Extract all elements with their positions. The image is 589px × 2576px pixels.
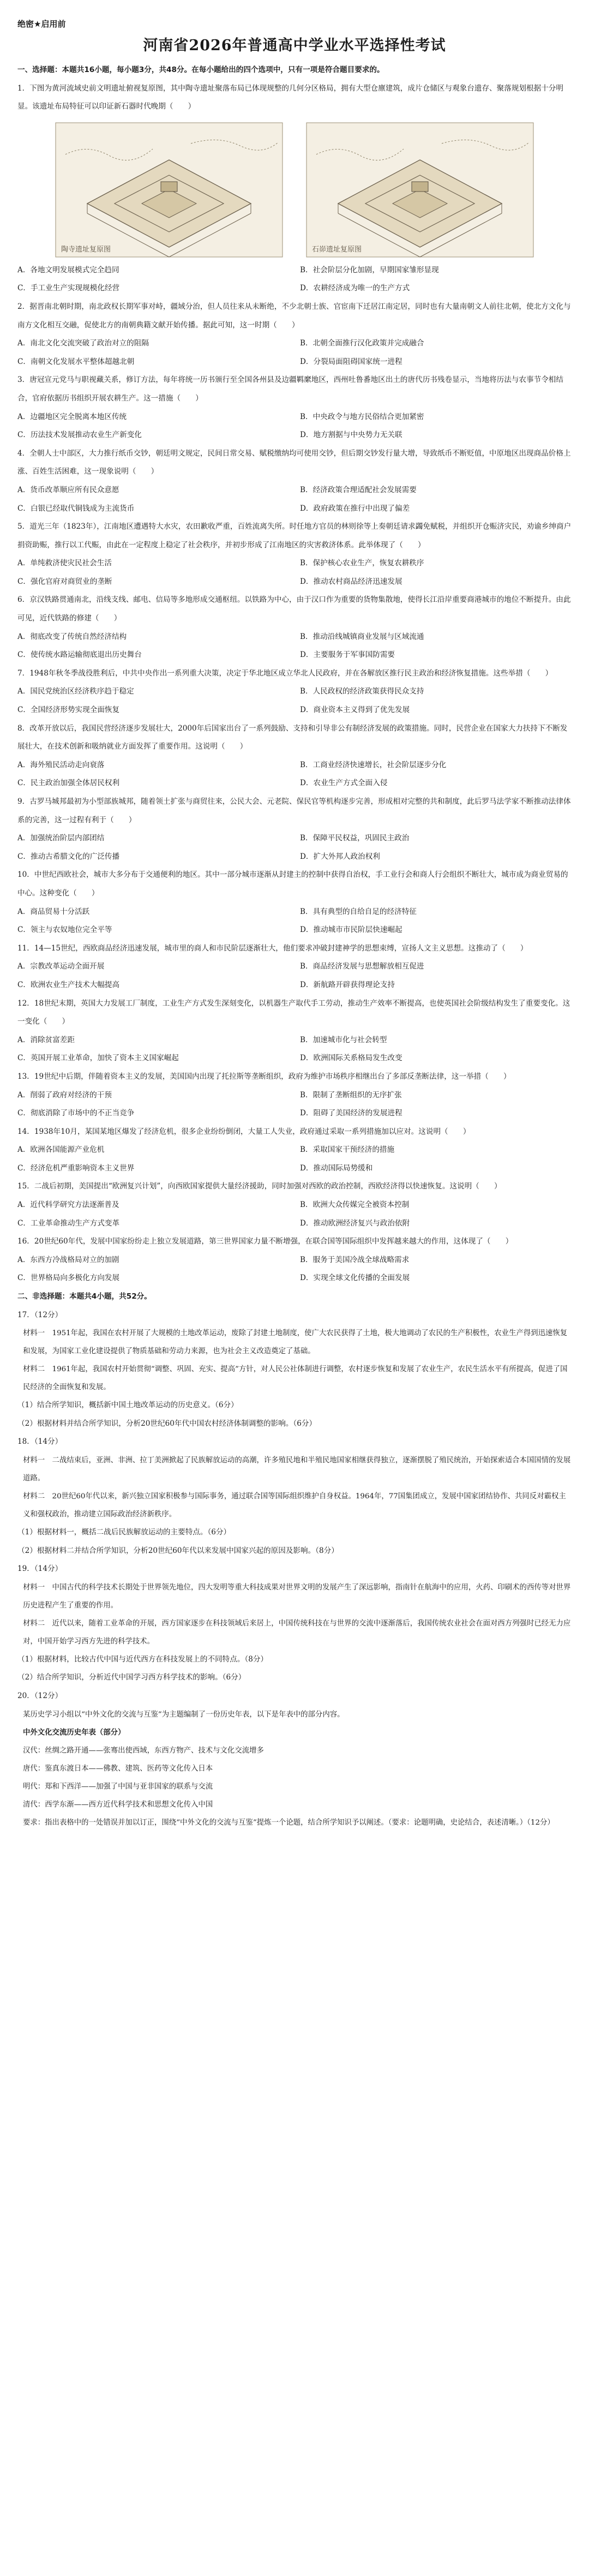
- question-stem: 1．下图为黄河流域史前文明遗址俯视复原图，其中陶寺遗址聚落布局已体现规整的几何分区格局，拥有大型仓廪建筑，成片仓储区与观象台遗存、聚落规划根据十分明显。该遗址布局特征可以印证新石器时代晚期（ ）: [17, 83, 563, 111]
- q19-subq1: （1）根据材料，比较古代中国与近代西方在科技发展上的不同特点。（8分）: [17, 1654, 268, 1664]
- answer-option-a[interactable]: A．单纯救济使灾民社会生活: [17, 559, 112, 568]
- question-10: [17, 866, 572, 939]
- answer-option-d[interactable]: D．推动欧洲经济复兴与政治依附: [300, 1218, 410, 1228]
- question-stem: 10．中世纪西欧社会，城市大多分布于交通便利的地区。其中一部分城市逐渐从封建主的控制中获得自治权，手工业行会和商人行会组织不断壮大，城市成为商业贸易的中心。这种变化（ ）: [17, 870, 568, 898]
- section2-heading: 二、非选择题：本题共4小题，共52分。: [17, 1292, 152, 1301]
- question-4: [17, 445, 572, 518]
- q17-material2: 材料二 1961年起，我国农村开始贯彻“调整、巩固、充实、提高”方针，对人民公社体制进行调整，农村逐步恢复和发展了农业生产，农民生活水平有所提高，促进了国民经济的全面恢复和发展。: [23, 1365, 568, 1392]
- answer-option-b[interactable]: B．保护核心农业生产，恢复农耕秩序: [300, 559, 424, 568]
- question-stem: 6．京汉铁路贯通南北，沿线支线、邮电、信局等多地形成交通枢纽。以铁路为中心，由于汉口作为重要的货物集散地，使得长江沿岸重要商港城市的地位不断提升。由此可见，近代铁路的修建（ ）: [17, 595, 571, 623]
- q20-number: 20．（12分）: [17, 1691, 63, 1700]
- confidential-mark: 绝密★启用前: [17, 19, 66, 29]
- answer-option-a[interactable]: A．国民党统治区经济秩序趋于稳定: [17, 687, 134, 696]
- question-2: [17, 298, 572, 371]
- q18-material2: 材料二 20世纪60年代以来，新兴独立国家积极参与国际事务，通过联合国等国际组织维护自身权益。1964年，77国集团成立，发展中国家团结协作、共同反对霸权主义和强权政治，推动建立国际政治经济新秩序。: [23, 1492, 566, 1519]
- answer-options: [17, 481, 572, 518]
- answer-option-a[interactable]: A．货币改革顺应所有民众意愿: [17, 485, 119, 494]
- answer-option-a[interactable]: A．南北文化交流突破了政治对立的阻隔: [17, 339, 149, 348]
- question-stem: 11．14—15世纪，西欧商品经济迅速发展，城市里的商人和市民阶层逐渐壮大，他们要求冲破封建神学的思想束缚，宣扬人文主义思想。这推动了（ ）: [17, 943, 528, 953]
- answer-option-b[interactable]: B．推动沿线城镇商业发展与区域流通: [300, 632, 424, 641]
- answer-option-b[interactable]: B．商品经济发展与思想解放相互促进: [300, 962, 424, 971]
- q19-number: 19．（14分）: [17, 1564, 63, 1574]
- answer-option-d[interactable]: D．分裂局面阻碍国家统一进程: [300, 357, 402, 366]
- q20-item-1: 汉代：丝绸之路开通——张骞出使西域，东西方物产、技术与文化交流增多: [23, 1746, 264, 1755]
- answer-options: [17, 1251, 572, 1288]
- answer-options: [17, 958, 572, 994]
- answer-option-a[interactable]: A．欧洲各国能源产业危机: [17, 1145, 105, 1155]
- answer-option-d[interactable]: D．推动城市市民阶层快速崛起: [300, 925, 402, 935]
- question-stem: 7．1948年秋冬季战役胜利后，中共中央作出一系列重大决策，决定于华北地区成立华北人民政府，并在各解放区推行民主政治和经济恢复措施。这些举措（ ）: [17, 668, 553, 678]
- answer-option-b[interactable]: B．中央政令与地方民俗结合更加紧密: [300, 412, 424, 421]
- answer-options: [17, 1086, 572, 1123]
- question-13: [17, 1068, 572, 1123]
- answer-option-b[interactable]: B．限制了垄断组织的无序扩张: [300, 1090, 402, 1099]
- figure-caption: 石峁遗址复原图: [312, 245, 362, 254]
- q18-subq2: （2）根据材料二并结合所学知识，分析20世纪60年代以来发展中国家兴起的原因及影响。（8分）: [17, 1546, 339, 1555]
- answer-option-d[interactable]: D．新航路开辟获得理论支持: [300, 980, 395, 989]
- answer-option-a[interactable]: A．加强统治阶层内部团结: [17, 834, 105, 843]
- answer-option-c[interactable]: C．世界格局向多极化方向发展: [17, 1274, 120, 1283]
- answer-options: [17, 1141, 572, 1178]
- q20-item-4: 清代：西学东渐——西方近代科学技术和思想文化传入中国: [23, 1800, 213, 1809]
- answer-option-b[interactable]: B．欧洲大众传媒完全被资本控制: [300, 1200, 410, 1210]
- question-stem: 16．20世纪60年代，发展中国家纷纷走上独立发展道路，第三世界国家力量不断增强，在联合国等国际组织中发挥越来越大的作用，这体现了（ ）: [17, 1237, 513, 1246]
- answer-option-c[interactable]: C．领主与农奴地位完全平等: [17, 925, 112, 935]
- answer-option-a[interactable]: A．边疆地区完全脱离本地区传统: [17, 412, 127, 421]
- answer-options: [17, 261, 572, 298]
- question-stem: 9．古罗马城邦最初为小型部族城邦，随着领土扩张与商贸往来，公民大会、元老院、保民官等机构逐步完善，形成相对完整的共和制度，此后罗马法学家不断推动法律体系的完善，这一过程有利于（ ）: [17, 797, 571, 824]
- answer-option-c[interactable]: C．全国经济形势实现全面恢复: [17, 706, 120, 715]
- answer-option-c[interactable]: C．强化官府对商贸业的垄断: [17, 577, 112, 586]
- answer-options: [17, 683, 572, 719]
- q20-list-title: 中外文化交流历史年表（部分）: [23, 1728, 125, 1737]
- answer-options: [17, 628, 572, 665]
- answer-option-a[interactable]: A．商品贸易十分活跃: [17, 907, 90, 916]
- answer-option-d[interactable]: D．政府政策在推行中出现了偏差: [300, 504, 410, 513]
- q20-task: 要求：指出表格中的一处错误并加以订正，围绕“中外文化的交流与互鉴”提炼一个论题，结合所学知识予以阐述。（要求：论题明确，史论结合，表述清晰。）（12分）: [23, 1818, 555, 1827]
- q20-intro: 某历史学习小组以“中外文化的交流与互鉴”为主题编制了一份历史年表，以下是年表中的部分内容。: [23, 1710, 345, 1719]
- answer-option-c[interactable]: C．工业革命推动生产方式变革: [17, 1218, 120, 1228]
- question-stem: 3．唐冠宣元党马与职视藏关系，修订方法，每年将统一历书颁行至全国各州县及边疆羁縻地区，西州吐鲁番地区出土的唐代历书残卷显示，当地将历法与农事节令相结合，官府依据历书组织开展农耕生产。这一措施（ ）: [17, 375, 563, 403]
- answer-options: [17, 1196, 572, 1233]
- question-19: [17, 1560, 572, 1687]
- question-stem: 12．18世纪末期，英国大力发展工厂制度，工业生产方式发生深刻变化，以机器生产取代手工劳动，推动生产效率不断提高，也使英国社会阶级结构发生了重要变化。这一变化（ ）: [17, 999, 570, 1026]
- question-stem: 4．全朝人士中部区，大力推行纸币交钞，朝廷明文规定，民间日常交易、赋税缴纳均可使用交钞，但后期交钞发行量大增，导致纸币不断贬值，中原地区出现商品价格上涨、百姓生活困难，这一现象说明（ ）: [17, 449, 571, 476]
- figure-caption: 陶寺遗址复原图: [61, 245, 111, 254]
- q19-material1: 材料一 中国古代的科学技术长期处于世界领先地位，四大发明等重大科技成果对世界文明的发展产生了深远影响，指南针在航海中的应用，火药、印刷术的西传等对世界历史进程产生了重要的作用。: [23, 1583, 571, 1610]
- answer-option-d[interactable]: D．主要服务于军事国防需要: [300, 650, 395, 660]
- answer-options: [17, 829, 572, 866]
- answer-options: [17, 554, 572, 591]
- answer-option-b[interactable]: B．具有典型的自给自足的经济特征: [300, 907, 417, 916]
- answer-option-b[interactable]: B．工商业经济快速增长，社会阶层逐步分化: [300, 760, 447, 769]
- answer-option-a[interactable]: A．彻底改变了传统自然经济结构: [17, 632, 127, 641]
- question-17: [17, 1306, 572, 1433]
- answer-options: [17, 1031, 572, 1068]
- question-3: [17, 371, 572, 444]
- answer-option-a[interactable]: A．消除贫富差距: [17, 1035, 75, 1044]
- answer-option-d[interactable]: D．推动国际局势缓和: [300, 1163, 373, 1173]
- answer-option-d[interactable]: D．地方割据与中央势力无关联: [300, 431, 402, 440]
- question-1: [17, 80, 572, 298]
- answer-option-c[interactable]: C．手工业生产实现规模化经营: [17, 284, 120, 293]
- q17-material1: 材料一 1951年起，我国在农村开展了大规模的土地改革运动，废除了封建土地制度，使广大农民获得了土地，极大地调动了农民的生产积极性，农业生产得到迅速恢复和发展，为国家工业化建设提供了物质基础和劳动力来源，也为社会主义改造奠定了基础。: [23, 1329, 568, 1356]
- question-7: [17, 665, 572, 720]
- q17-subq1: （1）结合所学知识，概括新中国土地改革运动的历史意义。（6分）: [17, 1401, 238, 1410]
- q18-subq1: （1）根据材料一，概括二战后民族解放运动的主要特点。（6分）: [17, 1528, 231, 1537]
- answer-option-a[interactable]: A．削弱了政府对经济的干预: [17, 1090, 112, 1099]
- archaeological-site-drawing: [305, 122, 534, 258]
- question-5: [17, 518, 572, 591]
- q17-number: 17．（12分）: [17, 1310, 63, 1319]
- question-15: [17, 1178, 572, 1233]
- q20-item-2: 唐代：鉴真东渡日本——佛教、建筑、医药等文化传入日本: [23, 1764, 213, 1773]
- answer-option-c[interactable]: C．推动古希腊文化的广泛传播: [17, 852, 120, 861]
- q18-material1: 材料一 二战结束后，亚洲、非洲、拉丁美洲掀起了民族解放运动的高潮，许多殖民地和半殖民地国家相继获得独立，逐渐摆脱了殖民统治，开始探索适合本国国情的发展道路。: [23, 1456, 571, 1483]
- section1-heading: 一、选择题：本题共16小题，每小题3分，共48分。在每小题给出的四个选项中，只有一项是符合题目要求的。: [17, 65, 384, 74]
- answer-option-d[interactable]: D．农业生产方式全面入侵: [300, 779, 388, 788]
- answer-option-b[interactable]: B．经济政策合理适配社会发展需要: [300, 485, 417, 494]
- question-stem: 13．19世纪中后期，伴随着资本主义的发展，美国国内出现了托拉斯等垄断组织，政府为维护市场秩序相继出台了多部反垄断法律，这一举措（ ）: [17, 1072, 511, 1081]
- answer-option-a[interactable]: A．近代科学研究方法逐渐普及: [17, 1200, 119, 1210]
- q17-subq2: （2）根据材料并结合所学知识，分析20世纪60年代中国农村经济体制调整的影响。（6分）: [17, 1419, 317, 1428]
- question-6: [17, 591, 572, 664]
- answer-option-c[interactable]: C．白银已经取代铜钱成为主流货币: [17, 504, 135, 513]
- answer-option-a[interactable]: A．海外殖民活动走向衰落: [17, 760, 105, 769]
- exam-title: 河南省2026年普通高中学业水平选择性考试: [143, 37, 446, 54]
- archaeological-site-drawing: [55, 122, 284, 258]
- answer-option-c[interactable]: C．经济危机严重影响资本主义世界: [17, 1163, 135, 1173]
- answer-option-b[interactable]: B．北朝全面推行汉化政策并完成融合: [300, 339, 424, 348]
- question-20: [17, 1687, 572, 1832]
- question-18: [17, 1433, 572, 1560]
- answer-option-b[interactable]: B．保障平民权益，巩固民主政治: [300, 834, 410, 843]
- question-stem: 15．二战后初期，美国提出“欧洲复兴计划”，向西欧国家提供大量经济援助，同时加强对西欧的政治控制，西欧经济得以快速恢复。这说明（ ）: [17, 1182, 502, 1191]
- site-illustrations: [17, 116, 572, 261]
- question-stem: 8．改革开放以后，我国民营经济逐步发展壮大，2000年后国家出台了一系列鼓励、支持和引导非公有制经济发展的政策措施。同时，民营企业在国家大力扶持下不断发展壮大，在技术创新和吸纳就业方面发挥了重要作用。这说明（ ）: [17, 724, 568, 751]
- answer-option-d[interactable]: D．阻碍了美国经济的发展进程: [300, 1109, 402, 1118]
- question-12: [17, 995, 572, 1068]
- answer-options: [17, 408, 572, 445]
- q20-item-3: 明代：郑和下西洋——加强了中国与亚非国家的联系与交流: [23, 1782, 213, 1791]
- answer-option-b[interactable]: B．加速城市化与社会转型: [300, 1035, 387, 1044]
- question-11: [17, 940, 572, 995]
- q18-number: 18．（14分）: [17, 1437, 63, 1447]
- q19-material2: 材料二 近代以来，随着工业革命的开展，西方国家逐步在科技领域后来居上，中国传统科技在与世界的交流中逐渐落后，我国传统农业社会在面对西方列强时已经无力应对，中国开始学习西方先进的科学技术。: [23, 1619, 571, 1646]
- answer-option-b[interactable]: B．服务于美国冷战全球战略需求: [300, 1255, 410, 1264]
- answer-option-c[interactable]: C．使传统水路运输彻底退出历史舞台: [17, 650, 142, 660]
- question-stem: 14．1938年10月，某国某地区爆发了经济危机，很多企业纷纷倒闭，大量工人失业，政府通过采取一系列措施加以应对。这说明（ ）: [17, 1127, 471, 1136]
- answer-option-c[interactable]: C．民主政治加强全体居民权利: [17, 779, 120, 788]
- answer-options: [17, 903, 572, 940]
- answer-option-d[interactable]: D．农耕经济成为唯一的生产方式: [300, 284, 410, 293]
- answer-option-d[interactable]: D．商业资本主义得到了优先发展: [300, 706, 410, 715]
- answer-options: [17, 756, 572, 793]
- answer-option-d[interactable]: D．欧洲国际关系格局发生改变: [300, 1054, 402, 1063]
- answer-option-a[interactable]: A．宗教改革运动全面开展: [17, 962, 105, 971]
- answer-option-c[interactable]: C．欧洲农业生产技术大幅提高: [17, 980, 120, 989]
- question-16: [17, 1233, 572, 1288]
- answer-option-c[interactable]: C．南朝文化发展水平整体超越北朝: [17, 357, 135, 366]
- answer-option-d[interactable]: D．实现全球文化传播的全面发展: [300, 1274, 410, 1283]
- question-14: [17, 1123, 572, 1178]
- answer-option-b[interactable]: B．人民政权的经济政策获得民众支持: [300, 687, 424, 696]
- exam-header: [17, 15, 572, 59]
- answer-option-c[interactable]: C．彻底消除了市场中的不正当竞争: [17, 1109, 135, 1118]
- questions-list: [17, 80, 572, 1288]
- answer-options: [17, 334, 572, 371]
- question-8: [17, 720, 572, 793]
- q19-subq2: （2）结合所学知识，分析近代中国学习西方科学技术的影响。（6分）: [17, 1673, 246, 1682]
- answer-option-c[interactable]: C．英国开展工业革命，加快了资本主义国家崛起: [17, 1054, 179, 1063]
- answer-option-b[interactable]: B．采取国家干预经济的措施: [300, 1145, 395, 1155]
- question-stem: 5．道光三年（1823年），江南地区遭遇特大水灾，农田歉收严重，百姓流离失所。时任地方官员的林则徐等上奏朝廷请求蠲免赋税，并组织开仓赈济灾民，劝谕乡绅商户捐资助赈，推行以工代赈，由此在一定程度上稳定了社会秩序，并初步形成了江南地区的灾害救济体系。此举体现了（ ）: [17, 522, 572, 549]
- answer-option-c[interactable]: C．历法技术发展推动农业生产新变化: [17, 431, 142, 440]
- question-stem: 2．据晋南北朝时期，南北政权长期军事对峙，疆域分治，但人员往来从未断绝，不少北朝士族、官宦南下迁居江南定居，同时也有大量南朝文人前往北朝，使北方文化与南方文化相互交融，促使北方的南朝典籍文献开始传播。据此可知，这一时期（ ）: [17, 302, 571, 330]
- answer-option-a[interactable]: A．东西方冷战格局对立的加剧: [17, 1255, 119, 1264]
- answer-option-a[interactable]: A．各地文明发展模式完全趋同: [17, 265, 119, 274]
- answer-option-d[interactable]: D．推动农村商品经济迅速发展: [300, 577, 402, 586]
- question-9: [17, 793, 572, 866]
- answer-option-d[interactable]: D．扩大外邦人政治权利: [300, 852, 380, 861]
- answer-option-b[interactable]: B．社会阶层分化加剧，早期国家雏形显现: [300, 265, 439, 274]
